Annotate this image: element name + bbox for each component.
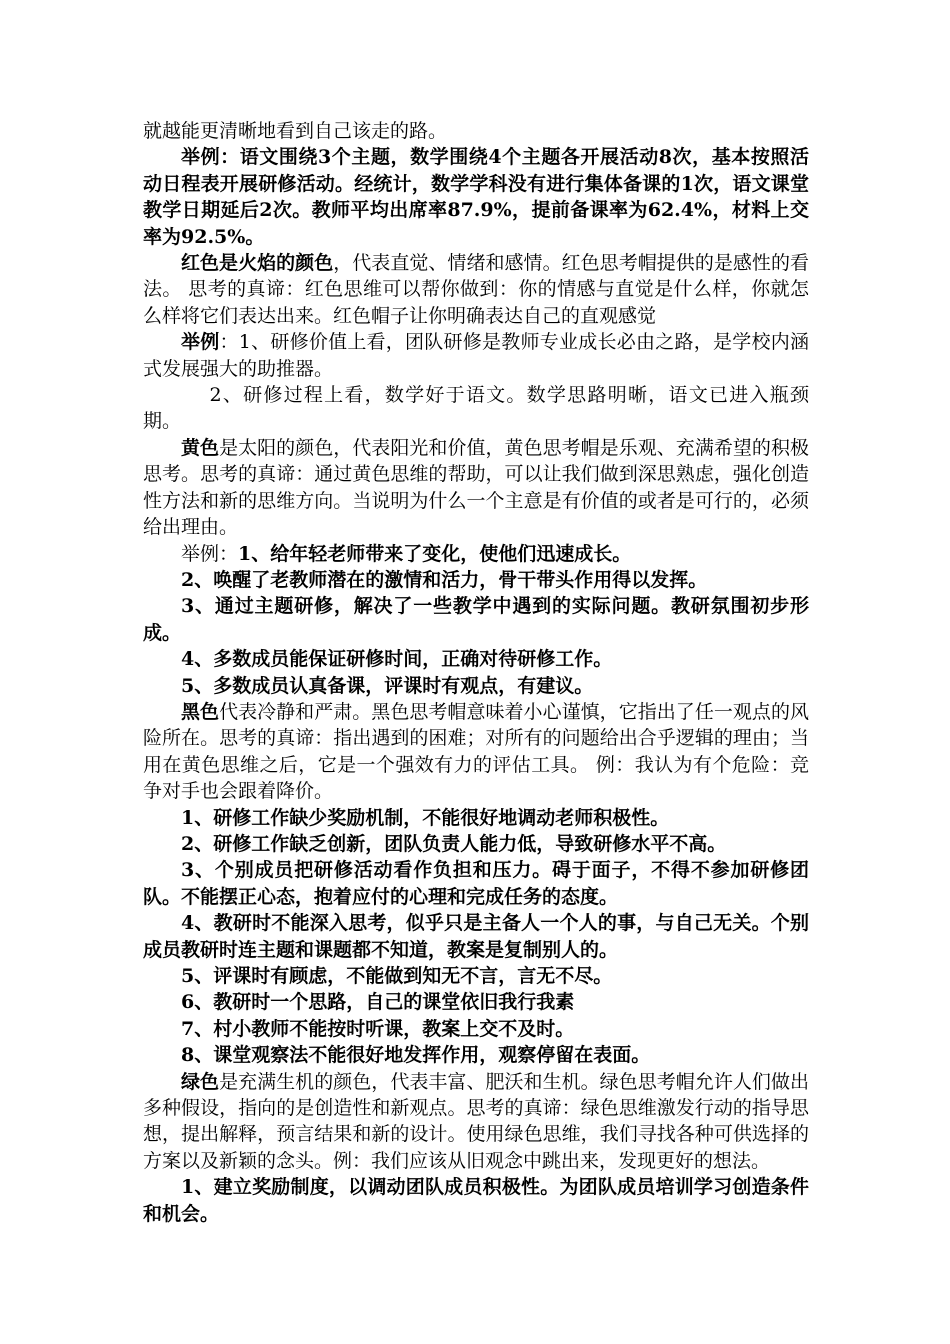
text-run: 2、研修过程上看，数学好于语文。数学思路明晰，语文已进入瓶颈期。 xyxy=(143,384,809,433)
bold-text-run: 1、给年轻老师带来了变化，使他们迅速成长。 xyxy=(238,542,632,565)
bold-text-run: 举例：语文围绕3个主题，数学围绕4个主题各开展活动8次，基本按照活动日程表开展研修活动。经统计，数学学科没有进行集体备课的1次，语文课堂教学日期延后2次。教师平均出席率87.9%，提前备课率为62.4%，材料上交率为92.5%。 xyxy=(143,146,809,248)
paragraph xyxy=(143,699,809,805)
bold-text-run: 1、建立奖励制度，以调动团队成员积极性。为团队成员培训学习创造条件和机会。 xyxy=(143,1176,809,1225)
bold-text-run: 红色是火焰的颜色 xyxy=(181,252,334,275)
paragraph xyxy=(143,250,809,329)
bold-text-run: 黄色 xyxy=(181,436,220,459)
text-run: ：1、研修价值上看，团队研修是教师专业成长必由之路，是学校内涵式发展强大的助推器。 xyxy=(143,331,809,380)
bold-text-run: 5、多数成员认真备课，评课时有观点，有建议。 xyxy=(181,674,594,697)
paragraph xyxy=(143,831,809,857)
bold-text-run: 6、教研时一个思路，自己的课堂依旧我行我素 xyxy=(181,991,575,1014)
text-run: 代表冷静和严肃。黑色思考帽意味着小心谨慎，它指出了任一观点的风险所在。思考的真谛：指出遇到的困难；对所有的问题给出合乎逻辑的理由；当用在黄色思维之后，它是一个强效有力的评估工具。 例：我认为有个危险：竞争对手也会跟着降价。 xyxy=(143,700,809,803)
paragraph xyxy=(143,857,809,910)
text-run: 就越能更清晰地看到自己该走的路。 xyxy=(143,120,448,142)
paragraph xyxy=(143,567,809,593)
paragraph xyxy=(143,1042,809,1068)
text-run: ，代表直觉、情绪和感情。红色思考帽提供的是感性的看法。 思考的真谛：红色思维可以帮你做到：你的情感与直觉是什么样，你就怎么样将它们表达出来。红色帽子让你明确表达自己的直观感觉 xyxy=(143,252,809,327)
paragraph xyxy=(143,382,809,435)
paragraph xyxy=(143,118,809,144)
text-run: 举例： xyxy=(181,542,239,565)
paragraph xyxy=(143,593,809,646)
text-run: 是充满生机的颜色，代表丰富、肥沃和生机。绿色思考帽允许人们做出多种假设，指向的是创造性和新观点。思考的真谛：绿色思维激发行动的指导思想，提出解释，预言结果和新的设计。使用绿色思维，我们寻找各种可供选择的方案以及新颖的念头。例：我们应该从旧观念中跳出来，发现更好的想法。 xyxy=(143,1070,809,1172)
bold-text-run: 4、多数成员能保证研修时间，正确对待研修工作。 xyxy=(181,648,613,671)
paragraph xyxy=(143,329,809,382)
paragraph xyxy=(143,541,809,567)
bold-text-run: 4、教研时不能深入思考，似乎只是主备人一个人的事，与自己无关。个别成员教研时连主题和课题都不知道，教案是复制别人的。 xyxy=(143,912,809,961)
paragraph xyxy=(143,435,809,541)
bold-text-run: 1、研修工作缺少奖励机制，不能很好地调动老师积极性。 xyxy=(181,806,670,829)
paragraph xyxy=(143,963,809,989)
paragraph xyxy=(143,1174,809,1227)
paragraph xyxy=(143,910,809,963)
paragraph xyxy=(143,673,809,699)
paragraph xyxy=(143,144,809,250)
bold-text-run: 5、评课时有顾虑，不能做到知无不言，言无不尽。 xyxy=(181,965,613,987)
paragraph xyxy=(143,1016,809,1042)
paragraph xyxy=(143,646,809,672)
bold-text-run: 3、通过主题研修，解决了一些教学中遇到的实际问题。教研氛围初步形成。 xyxy=(143,595,809,644)
bold-text-run: 绿色 xyxy=(181,1070,220,1093)
bold-text-run: 7、村小教师不能按时听课，教案上交不及时。 xyxy=(181,1017,575,1040)
bold-text-run: 2、唤醒了老教师潜在的激情和活力，骨干带头作用得以发挥。 xyxy=(181,568,708,591)
document-page xyxy=(143,118,809,1227)
paragraph xyxy=(143,805,809,831)
bold-text-run: 3、个别成员把研修活动看作负担和压力。碍于面子，不得不参加研修团队。不能摆正心态，抱着应付的心理和完成任务的态度。 xyxy=(143,859,809,908)
bold-text-run: 黑色 xyxy=(181,700,220,723)
paragraph xyxy=(143,989,809,1015)
bold-text-run: 举例 xyxy=(181,331,220,354)
text-run: 是太阳的颜色，代表阳光和价值，黄色思考帽是乐观、充满希望的积极思考。思考的真谛：通过黄色思维的帮助，可以让我们做到深思熟虑，强化创造性方法和新的思维方向。当说明为什么一个主意是有价值的或者是可行的，必须给出理由。 xyxy=(143,436,809,539)
bold-text-run: 8、课堂观察法不能很好地发挥作用，观察停留在表面。 xyxy=(181,1044,651,1067)
bold-text-run: 2、研修工作缺乏创新，团队负责人能力低，导致研修水平不高。 xyxy=(181,832,727,855)
paragraph xyxy=(143,1069,809,1175)
